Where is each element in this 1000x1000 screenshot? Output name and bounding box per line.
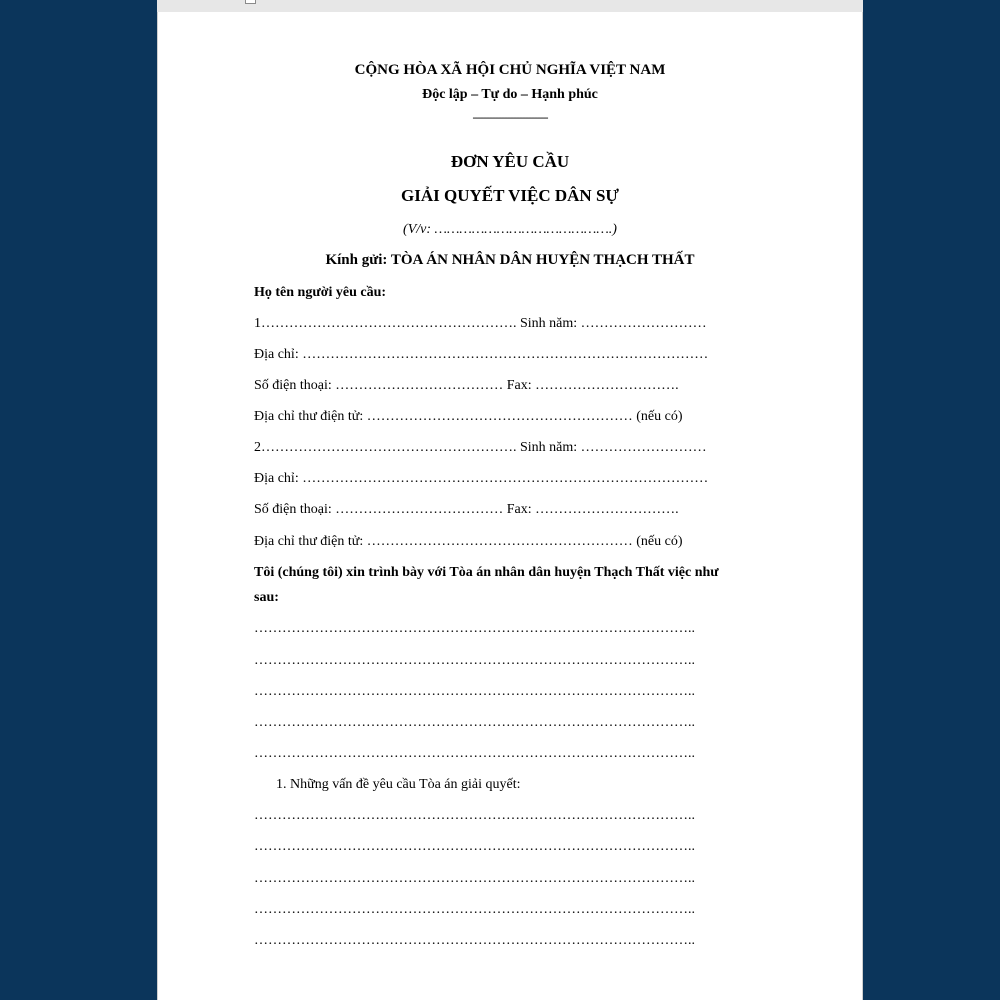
applicant-2-name-line: 2………………………………………………. Sinh năm: ………………………: [254, 440, 707, 455]
title-line-2: GIẢI QUYẾT VIỆC DÂN SỰ: [401, 186, 619, 205]
applicant-2-email: Địa chỉ thư điện tử: ………………………………………………… (nếu có): [254, 534, 683, 549]
applicant-2-phone-fax: Số điện thoại: ……………………………… Fax: ………………………….: [254, 502, 679, 517]
section-1-heading: 1. Những vấn đề yêu cầu Tòa án giải quyết:: [276, 777, 521, 792]
subject-line: (V/v: …………………………………….): [403, 222, 617, 237]
blank-line: …………………………………………………………………………………..: [254, 871, 695, 886]
title-line-1: ĐƠN YÊU CẦU: [450, 152, 570, 171]
blank-line: …………………………………………………………………………………..: [254, 839, 695, 854]
blank-line: …………………………………………………………………………………..: [254, 902, 695, 917]
recipient-value: TÒA ÁN NHÂN DÂN HUYỆN THẠCH THẤT: [390, 252, 695, 268]
statement-line-1: Tôi (chúng tôi) xin trình bày với Tòa án nhân dân huyện Thạch Thất việc như: [254, 565, 719, 580]
blank-line: …………………………………………………………………………………..: [254, 808, 695, 823]
statement-line-2: sau:: [254, 590, 279, 605]
recipient-label: Kính gửi:: [325, 252, 388, 268]
blank-line: …………………………………………………………………………………..: [254, 715, 695, 730]
motto: Độc lập – Tự do – Hạnh phúc: [422, 87, 598, 102]
recipient-line: [158, 252, 862, 269]
blank-line: …………………………………………………………………………………..: [254, 653, 695, 668]
applicant-1-phone-fax: Số điện thoại: ……………………………… Fax: ………………………….: [254, 378, 679, 393]
scroll-handle-icon[interactable]: [245, 0, 256, 4]
header-divider: -------------------------: [472, 110, 548, 124]
blank-line: …………………………………………………………………………………..: [254, 684, 695, 699]
blank-line: …………………………………………………………………………………..: [254, 621, 695, 636]
applicant-2-address: Địa chỉ: ……………………………………………………………………………: [254, 471, 709, 486]
blank-line: …………………………………………………………………………………..: [254, 746, 695, 761]
country-header: CỘNG HÒA XÃ HỘI CHỦ NGHĨA VIỆT NAM: [354, 62, 666, 78]
applicant-1-name-line: 1………………………………………………. Sinh năm: ………………………: [254, 316, 707, 331]
applicants-heading: Họ tên người yêu cầu:: [254, 285, 387, 300]
applicant-1-email: Địa chỉ thư điện tử: ………………………………………………… (nếu có): [254, 409, 683, 424]
applicant-1-address: Địa chỉ: ……………………………………………………………………………: [254, 347, 709, 362]
blank-line: …………………………………………………………………………………..: [254, 933, 695, 948]
document-page: [157, 12, 863, 1000]
